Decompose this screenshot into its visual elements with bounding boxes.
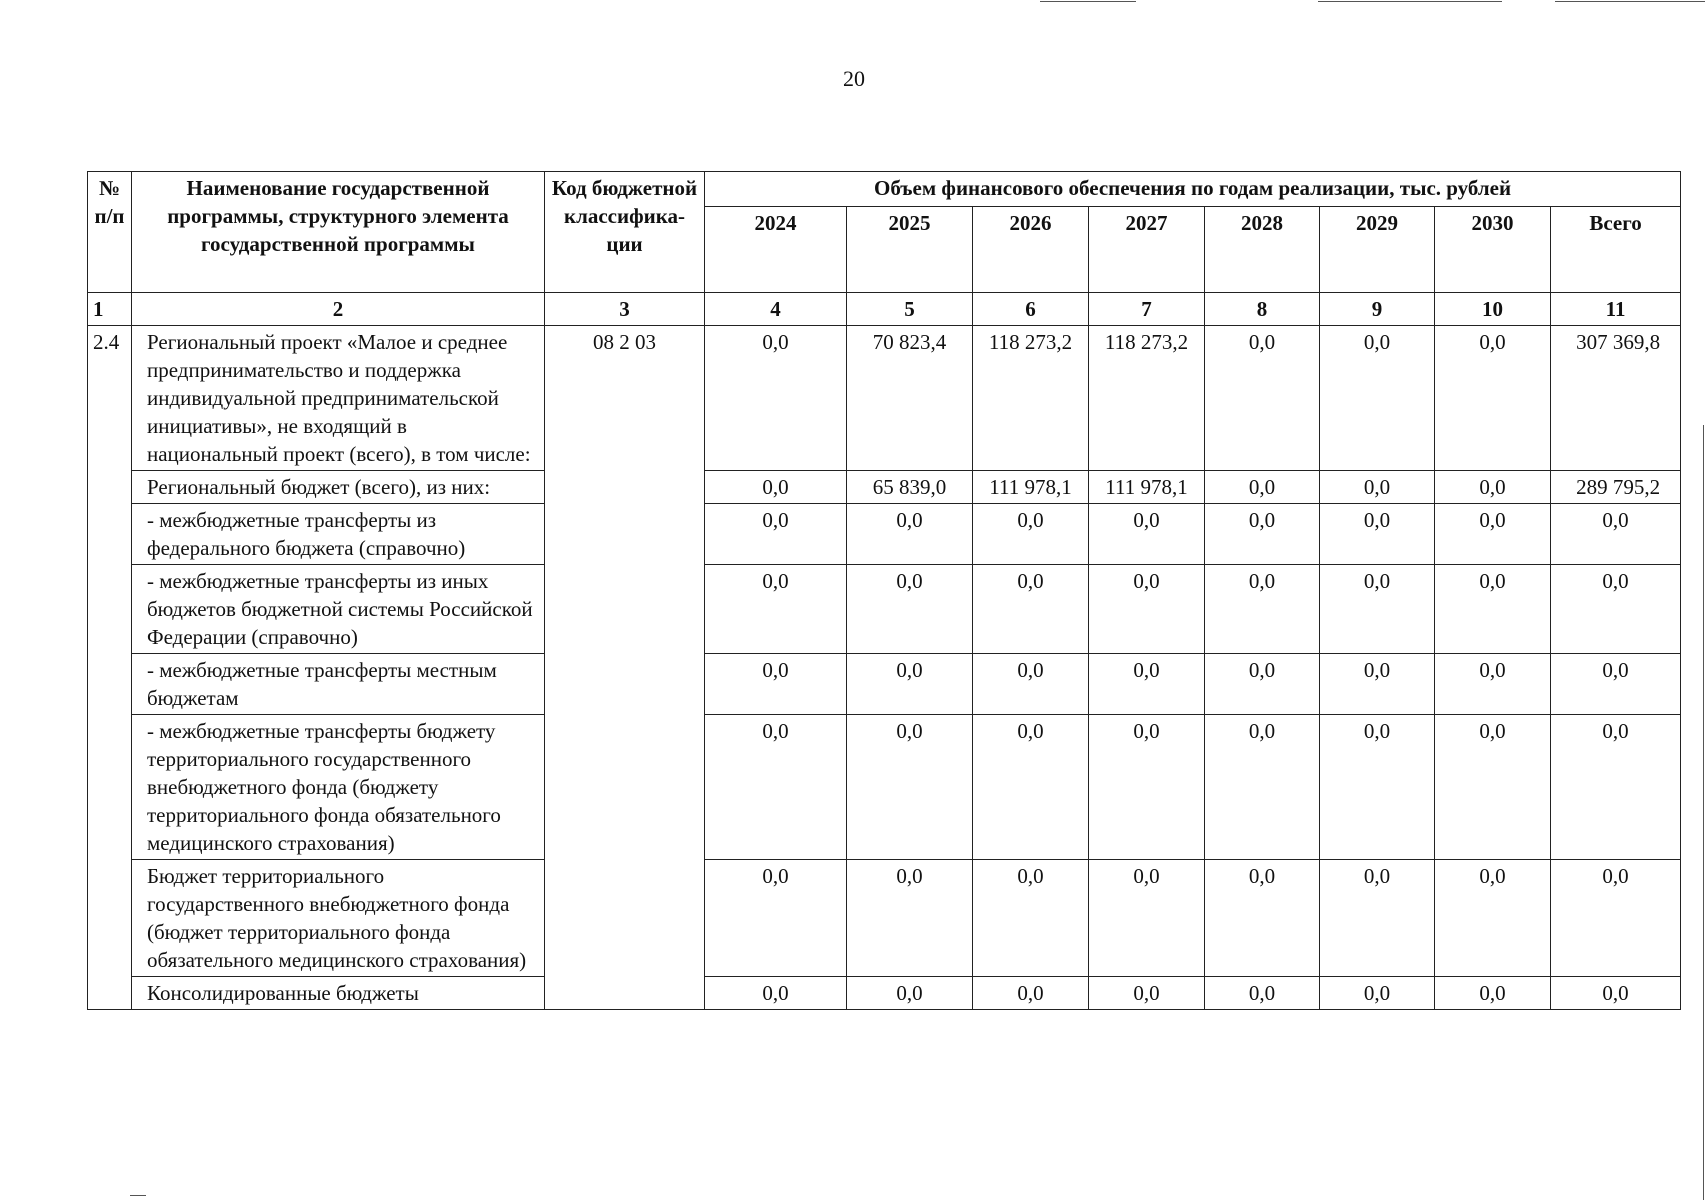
value-cell: 0,0 [1089, 860, 1205, 977]
value-cell: 0,0 [847, 977, 973, 1010]
scan-artifact-line [130, 1195, 146, 1196]
header-year: 2025 [847, 207, 973, 293]
value-cell: 0,0 [705, 977, 847, 1010]
value-cell: 0,0 [1435, 654, 1551, 715]
value-cell: 0,0 [973, 860, 1089, 977]
value-cell: 0,0 [1320, 565, 1435, 654]
column-number: 6 [973, 293, 1089, 326]
scan-artifact-line [1703, 425, 1704, 1200]
budget-code: 08 2 03 [545, 326, 705, 1010]
column-numbers-row [88, 293, 1681, 326]
column-number: 3 [545, 293, 705, 326]
value-cell: 0,0 [847, 715, 973, 860]
value-cell: 0,0 [1205, 715, 1320, 860]
header-year: 2026 [973, 207, 1089, 293]
scan-artifact-line [1555, 1, 1705, 2]
value-cell: 0,0 [973, 715, 1089, 860]
value-cell: 0,0 [1320, 715, 1435, 860]
value-cell: 0,0 [705, 715, 847, 860]
value-cell: 0,0 [847, 504, 973, 565]
value-cell: 0,0 [1320, 977, 1435, 1010]
value-cell: 0,0 [1435, 471, 1551, 504]
row-name: - межбюджетные трансферты из федерального бюджета (справочно) [132, 504, 545, 565]
header-no: № п/п [88, 172, 132, 293]
value-cell: 0,0 [1205, 326, 1320, 471]
value-cell: 0,0 [973, 977, 1089, 1010]
value-cell: 0,0 [847, 860, 973, 977]
header-row [88, 172, 1681, 207]
value-cell: 0,0 [705, 860, 847, 977]
value-cell: 0,0 [1435, 504, 1551, 565]
total-cell: 0,0 [1551, 977, 1681, 1010]
value-cell: 65 839,0 [847, 471, 973, 504]
column-number: 9 [1320, 293, 1435, 326]
row-name: - межбюджетные трансферты местным бюджетам [132, 654, 545, 715]
row-name: Консолидированные бюджеты [132, 977, 545, 1010]
total-cell: 289 795,2 [1551, 471, 1681, 504]
header-code: Код бюджетной классифика-ции [545, 172, 705, 293]
header-year: 2024 [705, 207, 847, 293]
value-cell: 0,0 [1205, 565, 1320, 654]
column-number: 1 [88, 293, 132, 326]
value-cell: 0,0 [1089, 654, 1205, 715]
value-cell: 0,0 [1320, 471, 1435, 504]
value-cell: 0,0 [705, 326, 847, 471]
row-name: - межбюджетные трансферты из иных бюджетов бюджетной системы Российской Федерации (справочно) [132, 565, 545, 654]
value-cell: 111 978,1 [973, 471, 1089, 504]
value-cell: 0,0 [1320, 654, 1435, 715]
section-number: 2.4 [88, 326, 132, 1010]
total-cell: 0,0 [1551, 565, 1681, 654]
value-cell: 0,0 [1435, 715, 1551, 860]
value-cell: 0,0 [847, 565, 973, 654]
table-row [88, 715, 1681, 860]
table-row [88, 504, 1681, 565]
total-cell: 0,0 [1551, 504, 1681, 565]
row-name: Региональный проект «Малое и среднее предпринимательство и поддержка индивидуальной предпринимательской инициативы», не входящий в национальный проект (всего), в том числе: [132, 326, 545, 471]
column-number: 4 [705, 293, 847, 326]
value-cell: 0,0 [705, 565, 847, 654]
column-number: 10 [1435, 293, 1551, 326]
header-year: 2027 [1089, 207, 1205, 293]
value-cell: 0,0 [705, 471, 847, 504]
value-cell: 0,0 [1089, 977, 1205, 1010]
total-cell: 307 369,8 [1551, 326, 1681, 471]
total-cell: 0,0 [1551, 715, 1681, 860]
value-cell: 0,0 [1205, 860, 1320, 977]
value-cell: 111 978,1 [1089, 471, 1205, 504]
budget-table [87, 171, 1681, 1010]
table-row [88, 654, 1681, 715]
total-cell: 0,0 [1551, 654, 1681, 715]
value-cell: 0,0 [973, 504, 1089, 565]
header-year: 2028 [1205, 207, 1320, 293]
table-row [88, 977, 1681, 1010]
column-number: 8 [1205, 293, 1320, 326]
value-cell: 118 273,2 [973, 326, 1089, 471]
column-number: 7 [1089, 293, 1205, 326]
value-cell: 0,0 [1320, 504, 1435, 565]
value-cell: 0,0 [1435, 326, 1551, 471]
value-cell: 0,0 [847, 654, 973, 715]
row-name: Бюджет территориального государственного внебюджетного фонда (бюджет территориального фонда обязательного медицинского страхования) [132, 860, 545, 977]
value-cell: 0,0 [1089, 504, 1205, 565]
header-total: Всего [1551, 207, 1681, 293]
total-cell: 0,0 [1551, 860, 1681, 977]
row-name: - межбюджетные трансферты бюджету территориального государственного внебюджетного фонда (бюджету территориального фонда обязательного медицинского страхования) [132, 715, 545, 860]
column-number: 11 [1551, 293, 1681, 326]
table-row [88, 471, 1681, 504]
header-year: 2029 [1320, 207, 1435, 293]
header-volume: Объем финансового обеспечения по годам реализации, тыс. рублей [705, 172, 1681, 207]
value-cell: 0,0 [1089, 715, 1205, 860]
table-row [88, 326, 1681, 471]
value-cell: 70 823,4 [847, 326, 973, 471]
value-cell: 0,0 [1205, 977, 1320, 1010]
value-cell: 0,0 [1089, 565, 1205, 654]
value-cell: 0,0 [973, 654, 1089, 715]
header-name: Наименование государственной программы, структурного элемента государственной программы [132, 172, 545, 293]
value-cell: 0,0 [1435, 860, 1551, 977]
header-year: 2030 [1435, 207, 1551, 293]
row-name: Региональный бюджет (всего), из них: [132, 471, 545, 504]
value-cell: 0,0 [973, 565, 1089, 654]
value-cell: 118 273,2 [1089, 326, 1205, 471]
scan-artifact-line [1040, 1, 1136, 2]
value-cell: 0,0 [1435, 565, 1551, 654]
scan-artifact-line [1318, 1, 1502, 2]
table-row [88, 860, 1681, 977]
table-row [88, 565, 1681, 654]
value-cell: 0,0 [705, 654, 847, 715]
value-cell: 0,0 [1320, 326, 1435, 471]
value-cell: 0,0 [1205, 504, 1320, 565]
value-cell: 0,0 [705, 504, 847, 565]
value-cell: 0,0 [1205, 654, 1320, 715]
value-cell: 0,0 [1205, 471, 1320, 504]
column-number: 5 [847, 293, 973, 326]
column-number: 2 [132, 293, 545, 326]
value-cell: 0,0 [1320, 860, 1435, 977]
page-number: 20 [843, 66, 865, 91]
value-cell: 0,0 [1435, 977, 1551, 1010]
